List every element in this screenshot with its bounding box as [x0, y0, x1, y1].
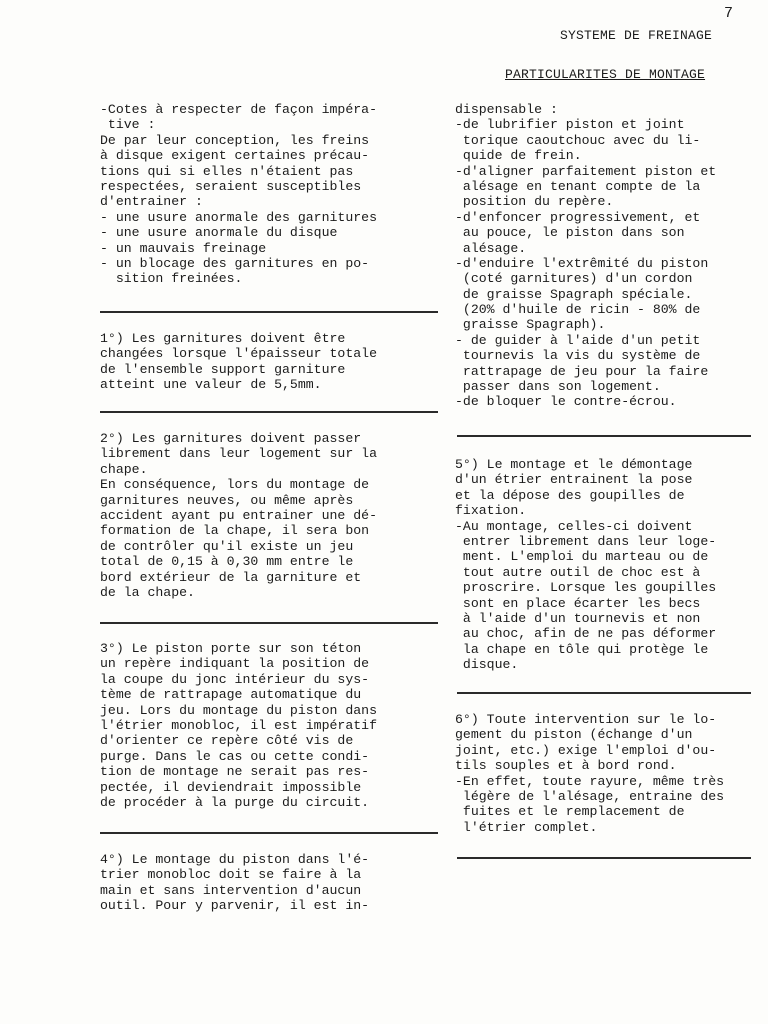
text-line: 6°) Toute intervention sur le lo- [455, 712, 717, 727]
text-line: de la chape. [100, 584, 195, 600]
text-line: -Cotes à respecter de façon impéra- [100, 102, 377, 117]
text-line: l'étrier monobloc, il est impératif [100, 717, 377, 733]
text-line: - un mauvais freinage [100, 240, 267, 256]
text-line: purge. Dans le cas ou cette condi- [100, 748, 370, 764]
section-3-paragraph [100, 641, 430, 810]
text-line: En conséquence, lors du montage de [100, 477, 370, 493]
text-line: la chape en tôle qui protège le [455, 641, 709, 657]
text-line: -Au montage, celles-ci doivent [455, 518, 693, 534]
text-line: formation de la chape, il sera bon [100, 523, 370, 539]
divider [100, 622, 438, 624]
text-line: de contrôler qu'il existe un jeu [100, 538, 354, 554]
text-line: - une usure anormale des garnitures [100, 209, 377, 225]
text-line: légère de l'alésage, entraine des [455, 788, 725, 804]
text-line: outil. Pour y parvenir, il est in- [100, 898, 370, 914]
text-line: - de guider à l'aide d'un petit [455, 332, 701, 348]
text-line: de procéder à la purge du circuit. [100, 794, 370, 810]
text-line: sont en place écarter les becs [455, 595, 701, 611]
text-line: alésage. [455, 240, 527, 256]
text-line: tout autre outil de choc est à [455, 564, 701, 580]
document-title: SYSTEME DE FREINAGE [560, 28, 713, 43]
text-line: -de bloquer le contre-écrou. [455, 394, 677, 410]
text-line: fixation. [455, 503, 527, 519]
divider [100, 832, 438, 834]
text-line: au pouce, le piston dans son [455, 225, 685, 241]
text-line: graisse Spagraph). [455, 317, 606, 333]
section-4-continuation [455, 102, 765, 410]
text-line: tème de rattrapage automatique du [100, 687, 362, 703]
text-line: quide de frein. [455, 148, 582, 164]
text-line: tion de montage ne serait pas res- [100, 764, 370, 780]
text-line: 1°) Les garnitures doivent être [100, 331, 346, 346]
text-line: de graisse Spagraph spéciale. [455, 286, 693, 302]
text-line: la coupe du jonc intérieur du sys- [100, 671, 370, 687]
text-line: pectée, il deviendrait impossible [100, 779, 362, 795]
text-line: (coté garnitures) d'un cordon [455, 271, 693, 287]
text-line: trier monobloc doit se faire à la [100, 867, 362, 883]
text-line: rattrapage de jeu pour la faire [455, 363, 709, 379]
section-5-paragraph [455, 457, 765, 672]
text-line: 3°) Le piston porte sur son téton [100, 641, 362, 656]
text-line: dispensable : [455, 102, 558, 117]
intro-paragraph [100, 102, 430, 287]
text-line: torique caoutchouc avec du li- [455, 132, 701, 148]
text-line: à l'aide d'un tournevis et non [455, 610, 701, 626]
text-line: tions qui si elles n'étaient pas [100, 163, 354, 179]
text-line: -d'enduire l'extrêmité du piston [455, 255, 709, 271]
text-line: main et sans intervention d'aucun [100, 882, 362, 898]
divider [457, 692, 751, 694]
text-line: joint, etc.) exige l'emploi d'ou- [455, 742, 717, 758]
text-line: sition freinées. [100, 271, 243, 287]
text-line: -d'aligner parfaitement piston et [455, 163, 717, 179]
text-line: au choc, afin de ne pas déformer [455, 626, 717, 642]
section-4-paragraph [100, 852, 430, 914]
text-line: total de 0,15 à 0,30 mm entre le [100, 554, 354, 570]
text-line: chape. [100, 461, 148, 477]
text-line: d'entrainer : [100, 194, 203, 210]
text-line: - un blocage des garnitures en po- [100, 255, 370, 271]
text-line: entrer librement dans leur loge- [455, 533, 717, 549]
text-line: atteint une valeur de 5,5mm. [100, 377, 322, 393]
text-line: -de lubrifier piston et joint [455, 117, 685, 133]
text-line: disque. [455, 657, 519, 673]
text-line: -En effet, toute rayure, même très [455, 773, 725, 789]
page-number: 7 [724, 5, 734, 22]
text-line: d'orienter ce repère côté vis de [100, 733, 354, 749]
text-line: de l'ensemble support garniture [100, 361, 346, 377]
text-line: position du repère. [455, 194, 614, 210]
text-line: 5°) Le montage et le démontage [455, 457, 693, 472]
text-line: à disque exigent certaines précau- [100, 148, 370, 164]
text-line: fuites et le remplacement de [455, 804, 685, 820]
text-line: 2°) Les garnitures doivent passer [100, 431, 362, 446]
section-heading: PARTICULARITES DE MONTAGE [505, 67, 706, 82]
text-line: accident ayant pu entrainer une dé- [100, 507, 377, 523]
text-line: un repère indiquant la position de [100, 656, 370, 672]
section-1-paragraph [100, 331, 430, 393]
text-line: l'étrier complet. [455, 819, 598, 835]
text-line: tournevis la vis du système de [455, 348, 701, 364]
text-line: passer dans son logement. [455, 379, 661, 395]
divider [457, 857, 751, 859]
text-line: tive : [100, 117, 156, 133]
divider [100, 411, 438, 413]
text-line: 4°) Le montage du piston dans l'é- [100, 852, 370, 867]
text-line: alésage en tenant compte de la [455, 178, 701, 194]
text-line: De par leur conception, les freins [100, 132, 370, 148]
text-line: tils souples et à bord rond. [455, 758, 677, 774]
text-line: changées lorsque l'épaisseur totale [100, 346, 377, 362]
text-line: gement du piston (échange d'un [455, 727, 693, 743]
text-line: - une usure anormale du disque [100, 225, 338, 241]
text-line: d'un étrier entrainent la pose [455, 472, 693, 488]
text-line: et la dépose des goupilles de [455, 487, 685, 503]
divider [457, 435, 751, 437]
text-line: (20% d'huile de ricin - 80% de [455, 302, 701, 318]
text-line: ment. L'emploi du marteau ou de [455, 549, 709, 565]
text-line: librement dans leur logement sur la [100, 446, 377, 462]
divider [100, 311, 438, 313]
text-line: jeu. Lors du montage du piston dans [100, 702, 377, 718]
text-line: respectées, seraient susceptibles [100, 178, 362, 194]
text-line: proscrire. Lorsque les goupilles [455, 580, 717, 596]
section-6-paragraph [455, 712, 765, 835]
text-line: bord extérieur de la garniture et [100, 569, 362, 585]
section-2-paragraph [100, 431, 430, 600]
text-line: -d'enfoncer progressivement, et [455, 209, 701, 225]
text-line: garnitures neuves, ou même après [100, 492, 354, 508]
